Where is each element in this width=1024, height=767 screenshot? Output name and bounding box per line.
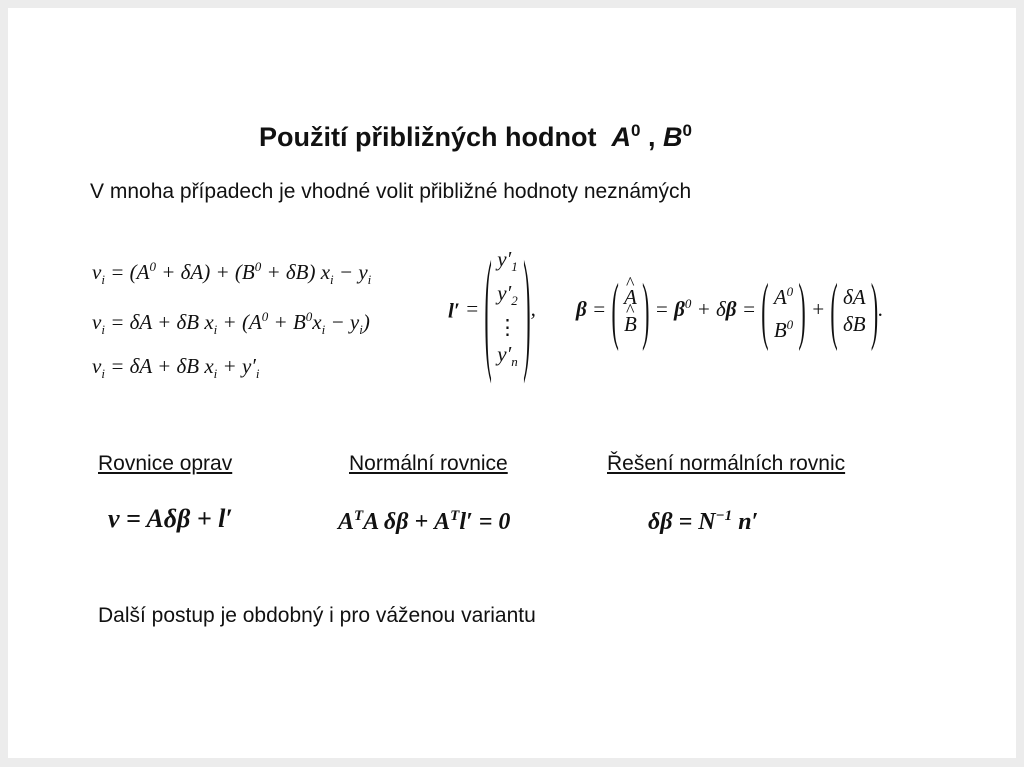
equation-solution: $\delta\beta = N^{-1}$ n′ [648, 508, 759, 535]
title-b-sup: 0 [682, 121, 692, 140]
heading-reseni: Řešení normálních rovnic [607, 452, 846, 475]
heading-normalni-rovnice: Normální rovnice [349, 452, 508, 475]
title-a: A [611, 122, 631, 152]
footer-text: Další postup je obdobný i pro váženou variantu [98, 604, 536, 627]
title-comma: , [640, 122, 663, 152]
title-text: Použití přibližných hodnot [259, 122, 597, 152]
equation-1: $v_i = (A^0 + \delta A) + (B^0 + \delta B) x_i - y_i$ [92, 259, 372, 288]
beta-equation: β = ( ^ A ^ B ) = $\beta^0 + \delta\beta$ = ( $A^0$ $B^0$ ) + ( δA δB ). [576, 278, 883, 344]
heading-rovnice-oprav: Rovnice oprav [98, 452, 233, 475]
equation-normal: $A^TA$ $\delta\beta + A^Tl' = 0$ [338, 508, 511, 535]
intro-text: V mnoha případech je vhodné volit přibližné hodnoty neznámých [90, 180, 692, 203]
l-prime-column: $y'_1$ $y'_2$ ⋮ $y'_n$ [497, 247, 518, 370]
equation-corrections: v = Aδβ + l′ [108, 504, 233, 533]
title-a-sup: 0 [630, 121, 641, 140]
l-prime-vector: l′ = ( $y'_1$ $y'_2$ ⋮ $y'_n$ ), [448, 230, 536, 386]
equation-2: $v_i = \delta A + \delta B$ $x_i + (A^0 + B^0x_i - y_i)$ [92, 309, 370, 338]
title-b: B [662, 122, 683, 152]
equations-block [92, 248, 371, 393]
page-title [259, 121, 692, 153]
equation-3: $v_i = \delta A + \delta B$ $x_i + y'_i$ [92, 354, 260, 382]
slide [8, 8, 1016, 758]
